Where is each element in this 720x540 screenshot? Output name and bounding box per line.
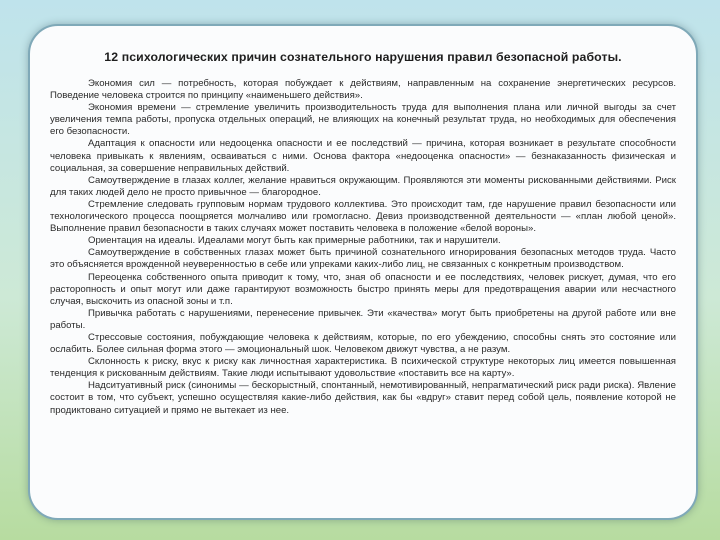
- paragraph: Самоутверждение в собственных глазах может быть причиной сознательного игнорирования безопасных методов труда. Часто это объясняется врожденной неуверенностью в себе или упреками каких-либо лиц, не связанных с конкретным производством.: [50, 247, 676, 271]
- page-title: 12 психологических причин сознательного нарушения правил безопасной работы.: [104, 50, 622, 64]
- paragraph: Ориентация на идеалы. Идеалами могут быть как примерные работники, так и нарушители.: [88, 235, 501, 247]
- paragraph: Переоценка собственного опыта приводит к тому, что, зная об опасности и ее последствиях, человек рискует, думая, что его расторопность и опыт могут или даже гарантируют возможность быстро принять меры для предотвращения аварии или несчастного случая, выскочить из опасной зоны и т.п.: [50, 271, 676, 307]
- paragraph: Экономия времени — стремление увеличить производительность труда для выполнения плана или личной выгоды за счет увеличения темпа работы, пропуска отдельных операций, не влияющих на конечный результат труда, но необходимых для обеспечения его безопасности.: [50, 102, 676, 138]
- paragraph: Склонность к риску, вкус к риску как личностная характеристика. В психической структуре некоторых лиц имеется повышенная тенденция к рискованным действиям. Такие люди испытывают удовольствие «поставить все на карту».: [50, 356, 676, 380]
- document-body: [50, 50, 676, 417]
- paragraph: Экономия сил — потребность, которая побуждает к действиям, направленным на сохранение энергетических ресурсов. Поведение человека строится по принципу «наименьшего действия».: [50, 78, 676, 102]
- paragraph: Привычка работать с нарушениями, перенесение привычек. Эти «качества» могут быть приобретены на другой работе или вне работы.: [50, 307, 676, 331]
- paragraph: Самоутверждение в глазах коллег, желание нравиться окружающим. Проявляются эти моменты рискованными действиями. Риск для таких людей дело не просто привычное — благородное.: [50, 174, 676, 198]
- slide-card: [28, 24, 698, 520]
- paragraph: Надситуативный риск (синонимы — бескорыстный, спонтанный, немотивированный, непрагматический риск ради риска). Явление состоит в том, что субъект, успешно осуществляя какие-либо действия, как бы «вдруг» ставит перед собой цель, появление которой не продиктовано ситуацией и прямо не вытекает из нее.: [50, 380, 676, 416]
- paragraph: Стрессовые состояния, побуждающие человека к действиям, которые, по его убеждению, способны снять это состояние или ослабить. Более сильная форма этого — эмоциональный шок. Человеком движут чувства, а не разум.: [50, 331, 676, 356]
- paragraph: Адаптация к опасности или недооценка опасности и ее последствий — причина, которая возникает в результате способности человека привыкать к явлениям, осваиваться с ними. Основа фактора «недооценка опасности» — безнаказанность физическая и социальная, за совершение неправильных действий.: [50, 138, 676, 174]
- paragraph: Стремление следовать групповым нормам трудового коллектива. Это происходит там, где нарушение правил безопасности или технологического процесса поощряется молчаливо или громогласно. Девиз производственной деятельности — «план любой ценой». Выполнение правил безопасности в таких случаях может поставить человека в положение «белой вороны».: [50, 198, 676, 235]
